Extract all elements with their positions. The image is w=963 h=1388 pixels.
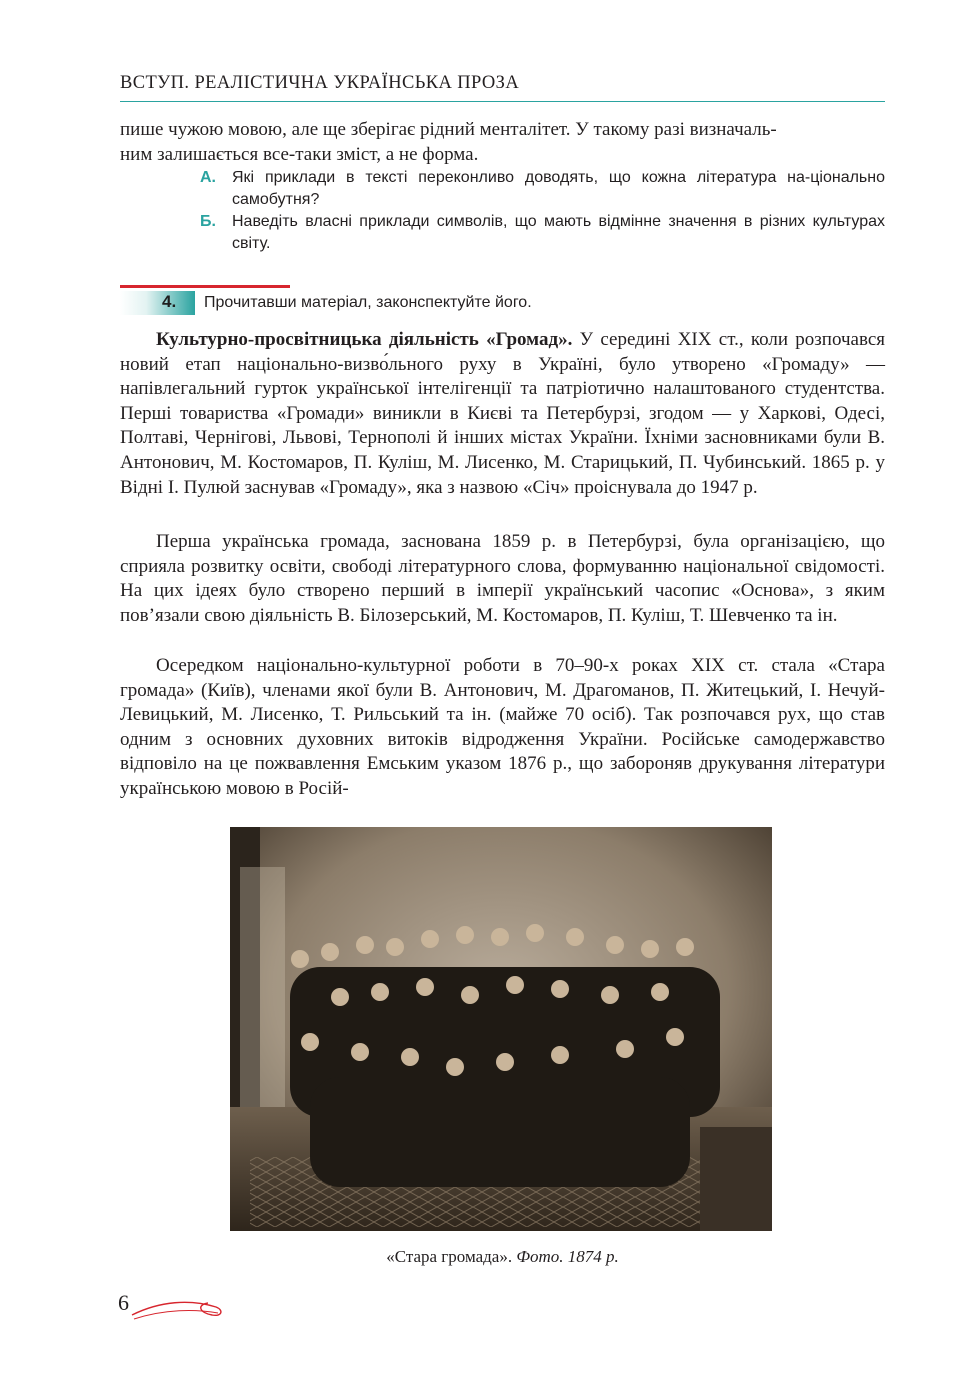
decorative-flourish-icon [120,1293,230,1323]
running-header: ВСТУП. РЕАЛІСТИЧНА УКРАЇНСЬКА ПРОЗА [120,73,520,93]
paragraph-3-text: Осередком національно-культурної роботи в 70–90-х роках XIX ст. стала «Стара громада» (Київ), членами якої були В. Антонович, М. Драгоманов, П. Житецький, І. Нечуй-Левицький, М. Лисенко, Т. Рильський та ін. (майже 70 осіб). Так розпочався рух, що став одним з основних духовних витоків відродження України. Російське самодержавство відповіло на це пожвавлення Емським указом 1876 р., що забороняв друкування літератури українською мовою в Росій- [120,655,885,799]
paragraph-1 [120,328,885,500]
task-instruction: Прочитавши матеріал, законспектуйте його. [204,294,532,311]
caption-italic: Фото. 1874 р. [516,1247,619,1266]
question-a-text: Які приклади в тексті переконливо доводять, що кожна література на-ціонально самобутня? [232,169,885,208]
task-divider [120,285,290,288]
paragraph-3 [120,654,885,802]
intro-paragraph [120,118,885,167]
question-a [200,167,885,211]
header-rule [120,101,885,102]
photo-caption [120,1247,885,1267]
paragraph-2-text: Перша українська громада, заснована 1859 р. в Петербурзі, була організацією, що сприяла розвитку освіти, свободі літературного слова, формуванню національної свідомості. На цих ідеях було створено перший в імперії український часопис «Основа», з яким пов’язали свою діяльність В. Білозерський, М. Костомаров, П. Куліш, Т. Шевченко та ін. [120,531,885,626]
caption-main: «Стара громада». [386,1247,513,1266]
intro-line-1: пише чужою мовою, але ще зберігає рідний менталітет. У такому разі визначаль- [120,119,777,140]
question-b-text: Наведіть власні приклади символів, що мають відмінне значення в різних культурах світу. [232,213,885,252]
task-number: 4. [162,292,177,311]
group-photo [230,827,772,1231]
section-heading: Культурно-просвітницька діяльність «Громад». [156,329,573,350]
question-b-letter: Б. [200,213,216,230]
intro-line-2: ним залишається все-таки зміст, а не форма. [120,143,479,165]
question-a-letter: А. [200,169,216,186]
question-b [200,211,885,255]
page-number: 6 [118,1290,129,1315]
paragraph-2 [120,530,885,628]
paragraph-1-text: У середині XIX ст., коли розпочався новий етап національно-визво́льного руху в Україні, було утворено «Громаду» — напівлегальний гурток української інтелігенції та патріотично налаштованого студентства. Перші товариства «Громади» виникли в Києві та Петербурзі, згодом — у Харкові, Одесі, Полтаві, Чернігові, Львові, Тернополі й інших містах України. Їхніми засновниками були В. Антонович, М. Костомаров, П. Куліш, М. Лисенко, М. Старицький, П. Чубинський. 1865 р. у Відні І. Пулюй заснував «Громаду», яка з назвою «Січ» проіснувала до 1947 р. [120,329,885,498]
